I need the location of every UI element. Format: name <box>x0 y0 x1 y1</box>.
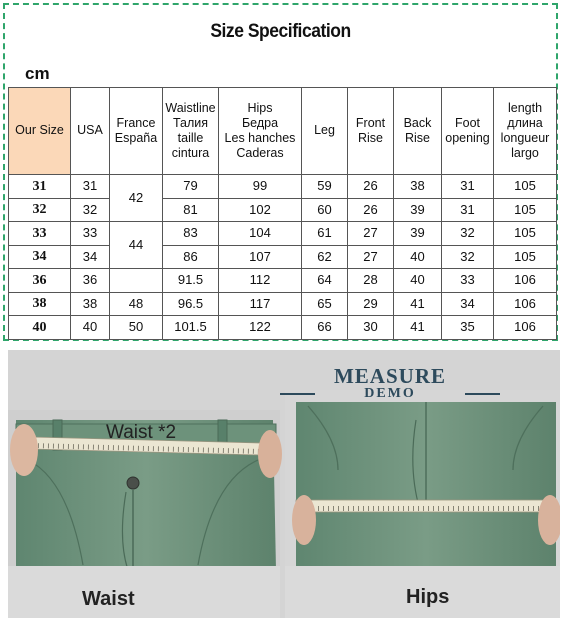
cell-waist: 83 <box>163 222 219 246</box>
header-france-espana: France España <box>110 88 163 175</box>
cell-waist: 101.5 <box>163 316 219 340</box>
cell-back-rise: 40 <box>394 245 442 269</box>
header-usa: USA <box>71 88 110 175</box>
waist-x2-label: Waist *2 <box>106 422 177 443</box>
cell-foot-opening: 33 <box>442 269 494 293</box>
table-row <box>9 175 557 199</box>
header-row <box>9 88 557 175</box>
cell-length: 105 <box>494 198 557 222</box>
table-row <box>9 292 557 316</box>
right-hand <box>258 430 282 478</box>
cell-our-size: 38 <box>9 292 71 316</box>
header-foot-opening: Foot opening <box>442 88 494 175</box>
header-hips: Hips Бедра Les hanches Caderas <box>219 88 302 175</box>
header-leg: Leg <box>302 88 348 175</box>
size-spec-panel <box>3 3 558 341</box>
cell-hips: 122 <box>219 316 302 340</box>
cell-foot-opening: 35 <box>442 316 494 340</box>
cell-length: 105 <box>494 245 557 269</box>
cell-front-rise: 27 <box>348 222 394 246</box>
cell-front-rise: 28 <box>348 269 394 293</box>
table-row <box>9 316 557 340</box>
header-back-rise: Back Rise <box>394 88 442 175</box>
cell-leg: 66 <box>302 316 348 340</box>
measure-demo-title <box>320 364 460 402</box>
cell-front-rise: 26 <box>348 198 394 222</box>
cell-hips: 104 <box>219 222 302 246</box>
table-row <box>9 245 557 269</box>
cell-waist: 96.5 <box>163 292 219 316</box>
cell-leg: 61 <box>302 222 348 246</box>
cell-france <box>110 269 163 293</box>
cell-leg: 59 <box>302 175 348 199</box>
cell-usa: 36 <box>71 269 110 293</box>
cell-foot-opening: 34 <box>442 292 494 316</box>
cell-waist: 79 <box>163 175 219 199</box>
cell-length: 105 <box>494 175 557 199</box>
cell-hips: 99 <box>219 175 302 199</box>
cell-leg: 60 <box>302 198 348 222</box>
cell-france: 42 <box>110 175 163 222</box>
spec-title: Size Specification <box>210 21 351 42</box>
cell-back-rise: 41 <box>394 292 442 316</box>
table-row <box>9 269 557 293</box>
measure-demo-image <box>8 350 560 618</box>
header-front-rise: Front Rise <box>348 88 394 175</box>
cell-hips: 107 <box>219 245 302 269</box>
cell-front-rise: 30 <box>348 316 394 340</box>
cell-back-rise: 39 <box>394 222 442 246</box>
table-row <box>9 198 557 222</box>
measure-demo-illustration <box>8 350 560 618</box>
cell-back-rise: 40 <box>394 269 442 293</box>
header-our-size: Our Size <box>9 88 71 175</box>
cell-hips: 102 <box>219 198 302 222</box>
measure-title: MEASURE <box>333 364 446 388</box>
cell-usa: 32 <box>71 198 110 222</box>
cell-back-rise: 41 <box>394 316 442 340</box>
cell-leg: 64 <box>302 269 348 293</box>
cell-waist: 86 <box>163 245 219 269</box>
size-table <box>8 87 557 340</box>
cell-front-rise: 27 <box>348 245 394 269</box>
cell-france: 50 <box>110 316 163 340</box>
cell-length: 106 <box>494 269 557 293</box>
cell-usa: 38 <box>71 292 110 316</box>
cell-waist: 91.5 <box>163 269 219 293</box>
cell-hips: 112 <box>219 269 302 293</box>
cell-france: 48 <box>110 292 163 316</box>
waist-caption: Waist <box>82 588 135 610</box>
unit-label: cm <box>25 64 50 83</box>
hips-tape-measure <box>296 500 556 512</box>
left-hand <box>10 424 38 476</box>
cell-usa: 33 <box>71 222 110 246</box>
cell-foot-opening: 31 <box>442 198 494 222</box>
cell-back-rise: 39 <box>394 198 442 222</box>
cell-our-size: 40 <box>9 316 71 340</box>
cell-foot-opening: 32 <box>442 222 494 246</box>
cell-length: 105 <box>494 222 557 246</box>
cell-our-size: 34 <box>9 245 71 269</box>
cell-length: 106 <box>494 292 557 316</box>
cell-our-size: 32 <box>9 198 71 222</box>
header-length: length длина longueur largo <box>494 88 557 175</box>
cell-our-size: 31 <box>9 175 71 199</box>
cell-usa: 40 <box>71 316 110 340</box>
header-waistline: Waistline Талия taille cintura <box>163 88 219 175</box>
cell-foot-opening: 31 <box>442 175 494 199</box>
hips-caption: Hips <box>406 586 450 608</box>
cell-usa: 31 <box>71 175 110 199</box>
demo-subtitle: DEMO <box>364 386 416 401</box>
cell-leg: 65 <box>302 292 348 316</box>
cell-waist: 81 <box>163 198 219 222</box>
cell-front-rise: 26 <box>348 175 394 199</box>
cell-our-size: 36 <box>9 269 71 293</box>
cell-france: 44 <box>110 222 163 269</box>
cell-hips: 117 <box>219 292 302 316</box>
cell-length: 106 <box>494 316 557 340</box>
left-hand <box>292 495 316 545</box>
cell-our-size: 33 <box>9 222 71 246</box>
cell-foot-opening: 32 <box>442 245 494 269</box>
cell-leg: 62 <box>302 245 348 269</box>
hips-photo <box>285 390 560 618</box>
cell-back-rise: 38 <box>394 175 442 199</box>
table-row <box>9 222 557 246</box>
cell-front-rise: 29 <box>348 292 394 316</box>
cell-usa: 34 <box>71 245 110 269</box>
